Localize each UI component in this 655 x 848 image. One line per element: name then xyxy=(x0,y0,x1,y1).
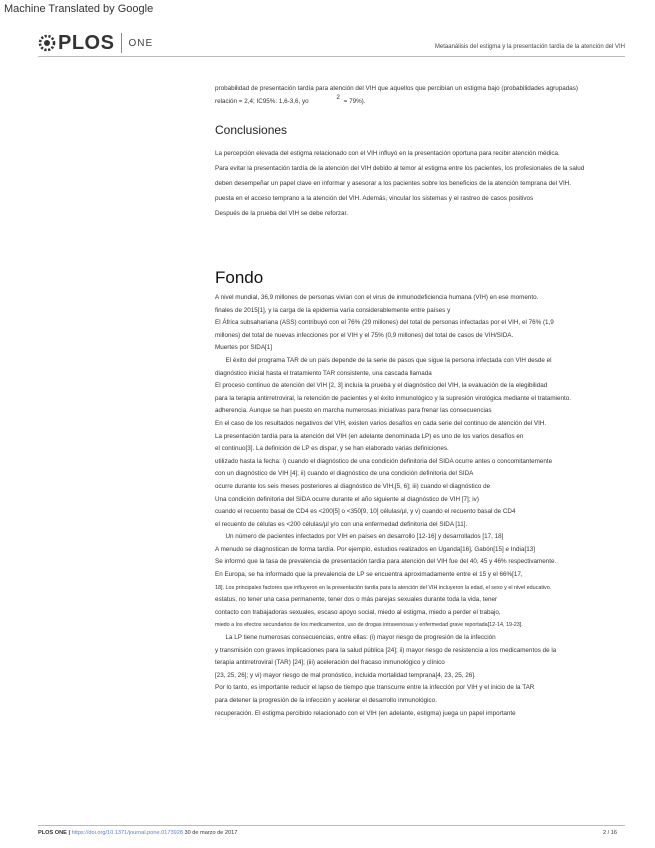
text-line: 18]. Los principales factores que influyeron en la presentación tardía para la atención del VIH incluyeron la edad, el sexo y el nivel educativo. xyxy=(215,584,552,591)
logo-one-text: ONE xyxy=(128,37,154,49)
text-line: Muertes por SIDA[1] xyxy=(215,344,273,352)
superscript: 2 xyxy=(336,94,340,101)
text-line xyxy=(215,94,615,106)
text-line: el recuento de células es <200 células/µl y/o con una enfermedad definitoria del SIDA [11]. xyxy=(215,520,468,528)
text-line: El África subsahariana (ASS) contribuyó con el 76% (29 millones) del total de personas infectadas por el VIH, el 76% (1,9 xyxy=(215,319,554,327)
footer-doi-link[interactable]: https://doi.org/10.1371/journal.pone.0173928 xyxy=(71,830,183,836)
text-line: adherencia. Aunque se han puesto en marcha numerosas iniciativas para frenar las consecuencias xyxy=(215,407,492,415)
plos-logo-icon xyxy=(38,34,56,52)
text-line: El éxito del programa TAR de un país depende de la serie de pasos que sigue la persona infectada con VIH desde el xyxy=(215,356,552,364)
page-number: 2 / 16 xyxy=(603,830,617,836)
text-line: contacto con trabajadoras sexuales, escaso apoyo social, miedo al estigma, miedo a perder el trabajo, xyxy=(215,608,501,616)
text-line: La presentación tardía para la atención del VIH (en adelante denominada LP) es uno de los varios desafíos en xyxy=(215,432,524,440)
footer-citation xyxy=(38,830,237,836)
text-line: ocurre durante los seis meses posteriores al diagnóstico de VIH,[5, 6]; iii) cuando el diagnóstico de xyxy=(215,482,491,490)
text-line: [23, 25, 26]; y vi) mayor riesgo de mal pronóstico, incluida mortalidad temprana[4, 23, 25, 26]. xyxy=(215,671,476,679)
footer-date: 30 de marzo de 2017 xyxy=(184,830,238,836)
text-line: La LP tiene numerosas consecuencias, entre ellas: (i) mayor riesgo de progresión de la infección xyxy=(215,634,496,642)
text-line: millones) del total de nuevas infecciones por el VIH y el 75% (0,9 millones) del total de casos de VIH/SIDA. xyxy=(215,331,514,339)
text-line: deben desempeñar un papel clave en informar y asesorar a los pacientes sobre los beneficios de la atención temprana del VIH. xyxy=(215,180,571,187)
plos-one-logo xyxy=(38,32,153,54)
text-line: finales de 2015[1], y la carga de la epidemia varía considerablemente entre países y xyxy=(215,306,451,314)
text-line: cuando el recuento basal de CD4 es <200[5] o <350[9, 10] células/µl, y v) cuando el recuento basal de CD4 xyxy=(215,508,516,516)
text-line: estatus, no tener una casa permanente, tener dos o más parejas sexuales durante toda la vida, tener xyxy=(215,596,498,604)
running-title: Metaanálisis del estigma y la presentación tardía de la atención del VIH xyxy=(434,44,625,50)
text-line: para detener la progresión de la infección y acelerar el desarrollo inmunológico. xyxy=(215,697,437,704)
text-line: Por lo tanto, es importante reducir el lapso de tiempo que transcurre entre la infección por VIH y el inicio de la TAR xyxy=(215,684,535,692)
fondo-heading: Fondo xyxy=(215,268,264,287)
header-rule xyxy=(38,56,625,57)
text-line: terapia antirretroviral (TAR) [24]; (iii) aceleración del fracaso inmunológico y clínico xyxy=(215,659,445,667)
text-line: probabilidad de presentación tardía para atención del VIH que aquellos que percibían un estigma bajo (probabilidades agrupadas) xyxy=(215,85,579,92)
text-line: el continuo[3]. La definición de LP es dispar, y se han elaborado varias definiciones. xyxy=(215,445,449,453)
text-line: y transmisión con graves implicaciones para la salud pública [24]; ii) mayor riesgo de resistencia a los medicamentos de la xyxy=(215,646,557,654)
logo-divider xyxy=(121,33,122,53)
text-line: En el caso de los resultados negativos del VIH, existen varios desafíos en cada serie del continuo de atención del VIH. xyxy=(215,419,547,427)
text-line: para la terapia antirretroviral, la retención de pacientes y el éxito inmunológico y la supresión virológica mediante el tratamiento. xyxy=(215,394,571,402)
text-line: La percepción elevada del estigma relacionado con el VIH influyó en la presentación oportuna para recibir atención médica. xyxy=(215,150,560,157)
text-line: Una condición definitoria del SIDA ocurre durante el año siguiente al diagnóstico de VIH [7]; iv) xyxy=(215,495,479,503)
machine-translated-label: Machine Translated by Google xyxy=(4,3,154,15)
footer-journal: PLOS ONE | xyxy=(38,830,71,836)
text-line: En Europa, se ha informado que la prevalencia de LP se encuentra aproximadamente entre el 15 y el 66%[17, xyxy=(215,571,523,579)
text-line: recuperación. El estigma percibido relacionado con el VIH (en adelante, estigma) juega un papel importante xyxy=(215,709,516,717)
text-line: diagnóstico inicial hasta el tratamiento TAR consistente, una cascada llamada xyxy=(215,369,432,377)
text-line: A nivel mundial, 36,9 millones de personas vivían con el virus de inmunodeficiencia humana (VIH) en ese momento. xyxy=(215,294,539,301)
text-line: Se informó que la tasa de prevalencia de presentación tardía para atención del VIH fue del 40, 45 y 46% respectivamente. xyxy=(215,558,557,566)
fondo-paragraphs xyxy=(215,292,615,720)
text-line: El proceso continuo de atención del VIH [2, 3] incluía la prueba y el diagnóstico del VIH, la evaluación de la elegibilidad xyxy=(215,382,548,390)
text-line: utilizado hasta la fecha: i) cuando el diagnóstico de una condición definitoria del SIDA ocurre antes o concomitantemente xyxy=(215,457,553,465)
text-fragment: = 79%). xyxy=(343,98,366,105)
conclusiones-heading: Conclusiones xyxy=(215,123,288,137)
logo-plos-text: PLOS xyxy=(58,31,115,54)
text-line: puesta en el acceso temprano a la atención del VIH. Además, vincular los sistemas y el rastreo de casos positivos xyxy=(215,195,534,202)
text-line: A menudo se diagnostican de forma tardía. Por ejemplo, estudios realizados en Uganda[16], Gabón[15] e India[13] xyxy=(215,545,535,553)
text-line: Después de la prueba del VIH se debe reforzar. xyxy=(215,210,349,217)
text-line: con un diagnóstico de VIH [4]; ii) cuando el diagnóstico de una condición definitoria del SIDA xyxy=(215,470,474,478)
text-line: Un número de pacientes infectados por VIH en países en desarrollo [12-16] y desarrollados [17, 18] xyxy=(215,533,504,541)
footer-rule xyxy=(38,825,625,826)
conclusiones-paragraph xyxy=(215,146,615,221)
intro-paragraph xyxy=(215,84,615,106)
text-line: miedo a los efectos secundarios de los medicamentos, uso de drogas intravenosas y enfermedad grave reportada[12-14, 19-23]. xyxy=(215,622,523,629)
text-fragment: relación = 2,4; IC95%: 1,6-3,6, yo xyxy=(215,98,309,105)
text-line: Para evitar la presentación tardía de la atención del VIH debido al temor al estigma entre los pacientes, los profesionales de la salud xyxy=(215,165,585,172)
